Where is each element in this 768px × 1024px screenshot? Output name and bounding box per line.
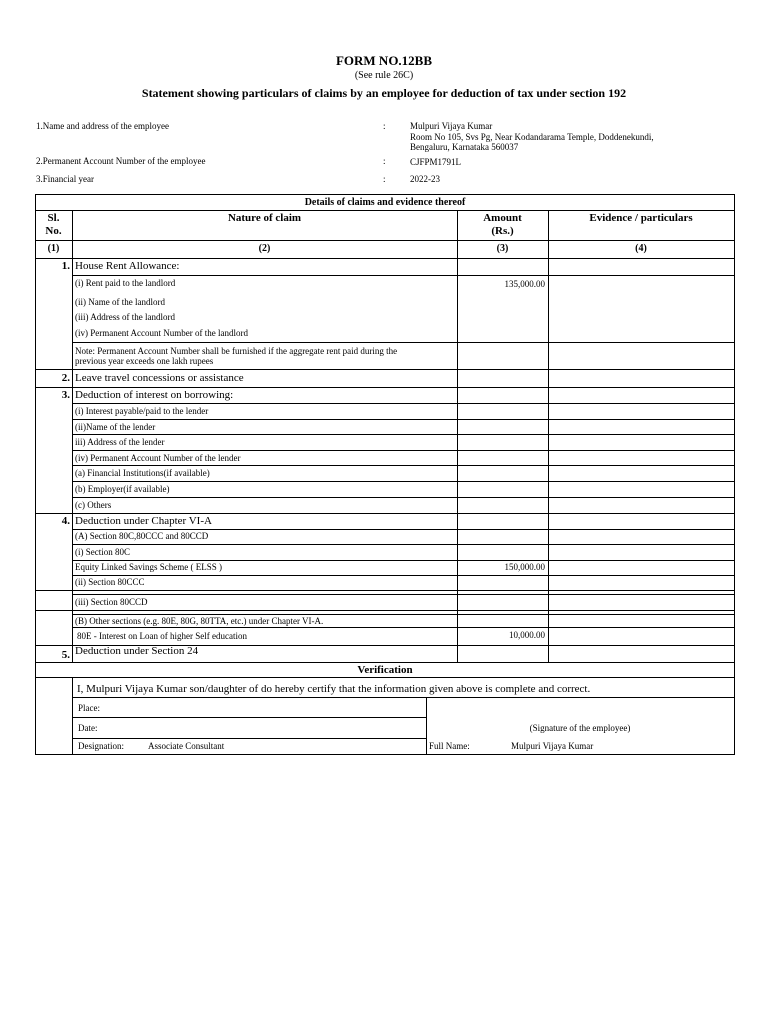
col-number: (1)	[47, 243, 60, 254]
place-label: Place:	[78, 703, 100, 713]
section-number: 3.	[61, 389, 70, 401]
col-number: (4)	[635, 243, 647, 254]
fullname-label: Full Name:	[429, 741, 470, 751]
claim-item: (i) Interest payable/paid to the lender	[75, 406, 209, 416]
claim-item: (iii) Section 80CCD	[75, 597, 148, 607]
claim-item: iii) Address of the lender	[75, 437, 165, 447]
signature-label: (Signature of the employee)	[529, 723, 631, 733]
section-number: 5.	[61, 649, 70, 661]
note-line: Note: Permanent Account Number shall be furnished if the aggregate rent paid during the	[75, 346, 398, 356]
table-heading: Details of claims and evidence thereof	[304, 197, 466, 208]
claim-amount: 150,000.00	[504, 562, 545, 572]
claim-item: (i) Section 80C	[75, 547, 130, 557]
note-line: previous year exceeds one lakh rupees	[75, 356, 214, 366]
date-label: Date:	[78, 723, 98, 733]
col-nature-header: Nature of claim	[227, 212, 302, 224]
claim-item: (c) Others	[75, 500, 112, 510]
section-number: 1.	[61, 260, 70, 272]
col-amount-header: Amount	[483, 212, 522, 224]
section-title: Leave travel concessions or assistance	[75, 372, 244, 384]
pan-label: 2.Permanent Account Number of the employee	[36, 156, 206, 166]
financial-year-label: 3.Financial year	[36, 174, 94, 184]
section-title: Deduction under Chapter VI-A	[75, 515, 212, 527]
col-amount-header: (Rs.)	[491, 225, 514, 237]
form-subtitle: Statement showing particulars of claims by an employee for deduction of tax under section 192	[141, 86, 627, 100]
section-number: 4.	[61, 515, 70, 527]
verification-heading: Verification	[357, 664, 413, 676]
claim-amount: 10,000.00	[509, 630, 545, 640]
claim-item: (iv) Permanent Account Number of the lender	[75, 453, 241, 463]
claim-item: (A) Section 80C,80CCC and 80CCD	[75, 531, 209, 541]
claim-item: (b) Employer(if available)	[75, 484, 170, 494]
col-evidence-header: Evidence / particulars	[589, 212, 693, 224]
verification-statement: I, Mulpuri Vijaya Kumar son/daughter of do hereby certify that the information given above is complete and correct.	[77, 683, 591, 695]
col-number: (3)	[496, 243, 509, 254]
section-title: Deduction under Section 24	[75, 645, 199, 657]
col-number: (2)	[258, 243, 271, 254]
claim-item: (i) Rent paid to the landlord	[75, 278, 176, 288]
claim-item: 80E - Interest on Loan of higher Self education	[77, 631, 247, 641]
colon: :	[383, 156, 386, 166]
rule-reference: (See rule 26C)	[354, 70, 414, 81]
employee-address-line2: Bengaluru, Karnataka 560037	[410, 142, 519, 152]
colon: :	[383, 174, 386, 184]
employee-name-label: 1.Name and address of the employee	[36, 121, 169, 131]
claim-item: (a) Financial Institutions(if available)	[75, 468, 210, 478]
claim-item: (ii)Name of the lender	[75, 422, 156, 432]
col-sl-header: No.	[45, 225, 62, 237]
section-title: House Rent Allowance:	[75, 260, 180, 272]
designation-value: Associate Consultant	[148, 741, 225, 751]
section-number: 2.	[61, 372, 70, 384]
col-sl-header: Sl.	[47, 212, 60, 224]
claim-item: (B) Other sections (e.g. 80E, 80G, 80TTA, etc.) under Chapter VI-A.	[75, 616, 324, 626]
claim-amount: 135,000.00	[504, 279, 545, 289]
section-title: Deduction of interest on borrowing:	[75, 389, 234, 401]
form-title: FORM NO.12BB	[335, 53, 433, 68]
claim-item: (iv) Permanent Account Number of the landlord	[75, 328, 248, 338]
claim-item: (iii) Address of the landlord	[75, 312, 175, 322]
claim-item: (ii) Name of the landlord	[75, 297, 165, 307]
employee-pan: CJFPM1791L	[410, 157, 462, 167]
claim-item: Equity Linked Savings Scheme ( ELSS )	[75, 562, 222, 572]
fullname-value: Mulpuri Vijaya Kumar	[511, 741, 594, 751]
claim-item: (ii) Section 80CCC	[75, 577, 145, 587]
financial-year: 2022-23	[410, 174, 440, 184]
employee-name: Mulpuri Vijaya Kumar	[410, 121, 493, 131]
colon: :	[383, 121, 386, 131]
employee-address-line1: Room No 105, Svs Pg, Near Kodandarama Temple, Doddenekundi,	[410, 132, 654, 142]
designation-label: Designation:	[78, 741, 124, 751]
